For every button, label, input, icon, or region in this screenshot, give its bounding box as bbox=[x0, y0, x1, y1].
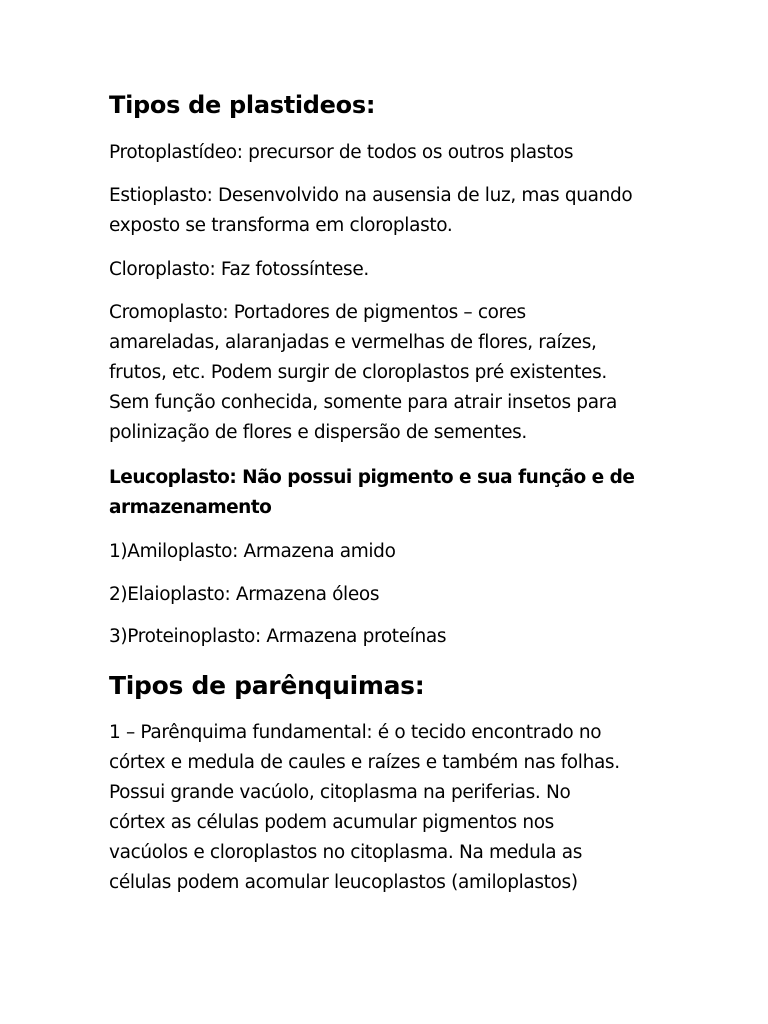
text-line: Estioplasto: Desenvolvido na ausensia de luz, mas quando bbox=[109, 185, 633, 206]
text-line: 1 – Parênquima fundamental: é o tecido encontrado no bbox=[109, 722, 602, 743]
text-line: amareladas, alaranjadas e vermelhas de flores, raízes, bbox=[109, 332, 597, 353]
text-line: exposto se transforma em cloroplasto. bbox=[109, 215, 453, 236]
text-line: Sem função conhecida, somente para atrair insetos para bbox=[109, 392, 617, 413]
text-line: armazenamento bbox=[109, 497, 272, 518]
text-line: 3)Proteinoplasto: Armazena proteínas bbox=[109, 626, 447, 647]
paragraph-cromoplasto bbox=[109, 298, 669, 448]
text-line: Possui grande vacúolo, citoplasma na periferias. No bbox=[109, 782, 571, 803]
text-line: Leucoplasto: Não possui pigmento e sua função e de bbox=[109, 467, 635, 488]
list-item-proteinoplasto bbox=[109, 622, 669, 652]
list-item-elaioplasto bbox=[109, 580, 669, 610]
paragraph-cloroplasto bbox=[109, 255, 669, 285]
text-line: Protoplastídeo: precursor de todos os outros plastos bbox=[109, 142, 574, 163]
text-line: 1)Amiloplasto: Armazena amido bbox=[109, 541, 396, 562]
list-item-amiloplasto bbox=[109, 537, 669, 567]
text-line: córtex e medula de caules e raízes e também nas folhas. bbox=[109, 752, 620, 773]
text-line: frutos, etc. Podem surgir de cloroplastos pré existentes. bbox=[109, 362, 607, 383]
text-line: Cromoplasto: Portadores de pigmentos – cores bbox=[109, 302, 526, 323]
paragraph-protoplastideo bbox=[109, 138, 669, 168]
text-line: córtex as células podem acumular pigmentos nos bbox=[109, 812, 554, 833]
paragraph-estioplasto bbox=[109, 181, 669, 241]
text-line: 2)Elaioplasto: Armazena óleos bbox=[109, 584, 380, 605]
heading-tipos-de-parenquimas: Tipos de parênquimas: bbox=[109, 671, 425, 700]
text-line: células podem acomular leucoplastos (amiloplastos) bbox=[109, 872, 578, 893]
paragraph-leucoplasto bbox=[109, 463, 669, 523]
heading-tipos-de-plastideos: Tipos de plastideos: bbox=[109, 91, 376, 119]
paragraph-parenquima-fundamental bbox=[109, 718, 669, 898]
text-line: vacúolos e cloroplastos no citoplasma. Na medula as bbox=[109, 842, 583, 863]
text-line: Cloroplasto: Faz fotossíntese. bbox=[109, 259, 369, 280]
text-line: polinização de flores e dispersão de sementes. bbox=[109, 422, 527, 443]
